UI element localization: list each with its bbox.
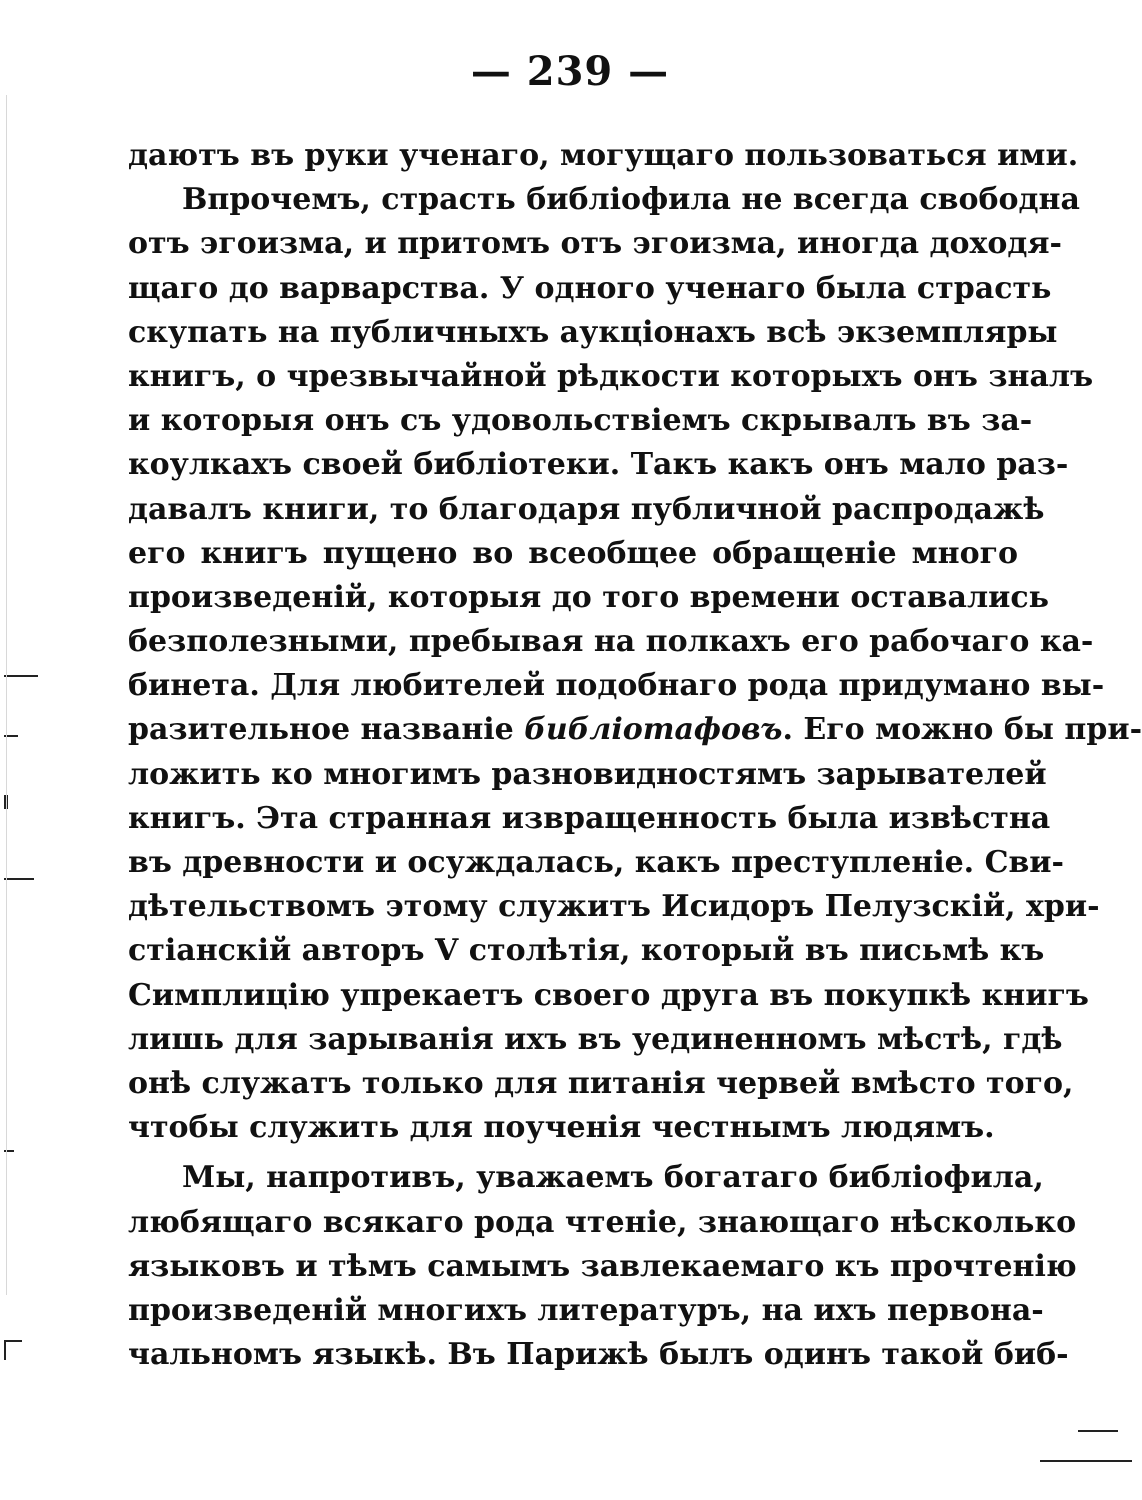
text-segment: разительное названіе: [128, 712, 525, 748]
text-line: отъ эгоизма, и притомъ отъ эгоизма, иногда доходя-: [128, 226, 1062, 262]
text-line: стіанскій авторъ V столѣтія, который въ письмѣ къ: [128, 933, 1045, 969]
text-line: языковъ и тѣмъ самымъ завлекаемаго къ прочтенію: [128, 1248, 1077, 1284]
text-line: произведеній многихъ литературъ, на ихъ первона-: [128, 1292, 1044, 1328]
text-line: въ древности и осуждалась, какъ преступленіе. Сви-: [128, 845, 1064, 880]
text-line: бинета. Для любителей подобнаго рода придумано вы-: [128, 668, 1105, 704]
scan-mark: [6, 95, 7, 1295]
text-line: книгъ, о чрезвычайной рѣдкости которыхъ онъ зналъ: [128, 358, 1094, 394]
text-line: и которыя онъ съ удовольствіемъ скрывалъ въ за-: [128, 403, 1033, 439]
scan-mark: [4, 1340, 6, 1360]
body-text: [128, 134, 1142, 1377]
text-line: безполезными, пребывая на полкахъ его рабочаго ка-: [128, 624, 1094, 660]
text-line: книгъ. Эта странная извращенность была извѣстна: [128, 800, 1051, 836]
text-line: произведеній, которыя до того времени оставались: [128, 579, 1049, 615]
text-line: чальномъ языкѣ. Въ Парижѣ былъ одинъ такой биб-: [128, 1337, 1069, 1373]
page-number: — 239 —: [470, 48, 670, 95]
paragraph-start-line: Мы, напротивъ, уважаемъ богатаго библіофила,: [182, 1160, 1044, 1196]
text-line: давалъ книги, то благодаря публичной распродажѣ: [128, 491, 1045, 527]
scan-mark: [1040, 1460, 1132, 1462]
text-line: любящаго всякаго рода чтеніе, знающаго нѣсколько: [128, 1204, 1077, 1240]
text-line: его книгъ пущено во всеобщее обращеніе много: [128, 535, 1018, 571]
paragraph-start-line: Впрочемъ, страсть библіофила не всегда свободна: [182, 182, 1080, 218]
scan-mark: [4, 675, 38, 677]
text-line: онѣ служатъ только для питанія червей вмѣсто того,: [128, 1065, 1074, 1101]
text-line: Симплицію упрекаетъ своего друга въ покупкѣ книгъ: [128, 977, 1089, 1013]
text-line: скупать на публичныхъ аукціонахъ всѣ экземпляры: [128, 314, 1058, 350]
text-segment: . Его можно бы при-: [782, 712, 1142, 748]
text-line-with-italic: [128, 708, 1142, 752]
text-line: коулкахъ своей библіотеки. Такъ какъ онъ мало раз-: [128, 447, 1069, 483]
italic-term: библіотафовъ: [524, 712, 783, 748]
scan-mark: [4, 1340, 22, 1342]
scan-mark: [4, 878, 34, 880]
text-line: даютъ въ руки ученаго, могущаго пользоваться ими.: [128, 138, 1079, 173]
text-line: чтобы служить для поученія честнымъ людямъ.: [128, 1110, 995, 1146]
scan-mark: [1078, 1430, 1118, 1432]
text-line: дѣтельствомъ этому служитъ Исидоръ Пелузскій, хри-: [128, 889, 1100, 925]
text-line: ложить ко многимъ разновидностямъ зарывателей: [128, 756, 1047, 792]
text-line: щаго до варварства. У одного ученаго была страсть: [128, 270, 1052, 306]
text-line: лишь для зарыванія ихъ въ уединенномъ мѣстѣ, гдѣ: [128, 1021, 1063, 1057]
